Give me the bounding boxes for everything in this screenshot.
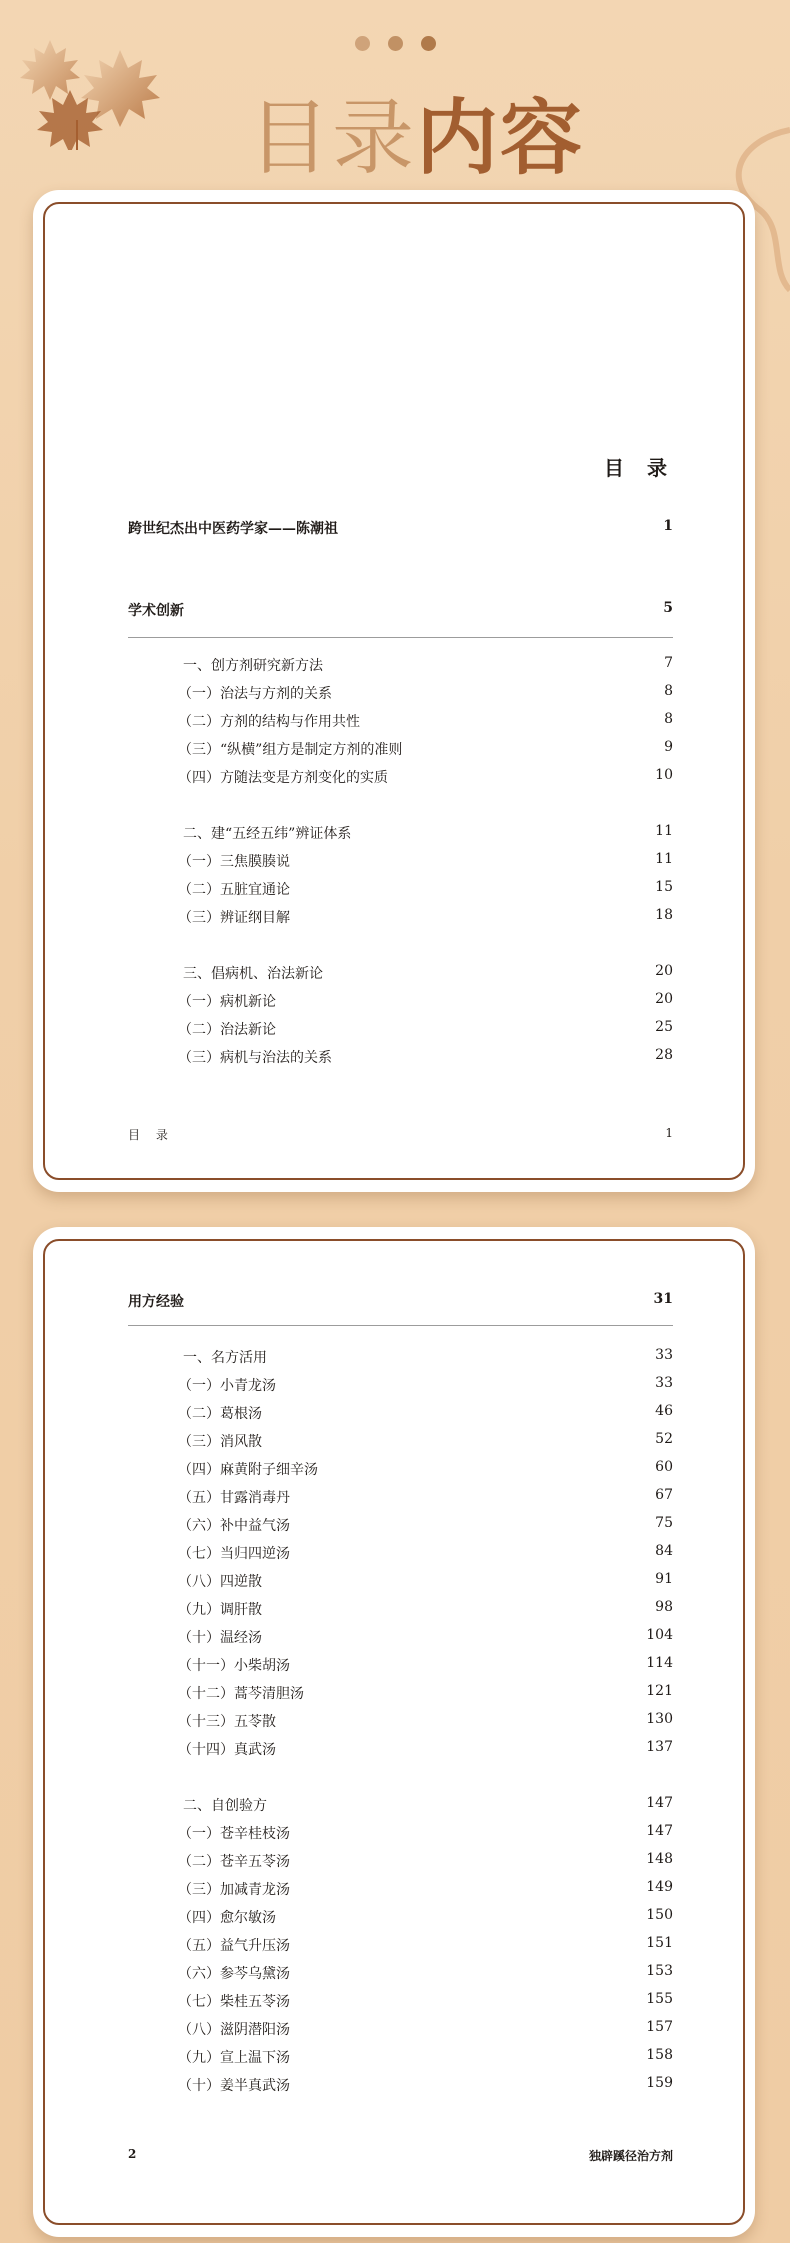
toc-page-1 xyxy=(33,190,755,1192)
toc-entry-page: 75 xyxy=(655,1515,673,1531)
toc-entry-page: 11 xyxy=(655,851,673,867)
toc-entry[interactable] xyxy=(33,1907,755,1927)
toc-entry[interactable] xyxy=(33,879,755,899)
toc-entry-page: 150 xyxy=(646,1907,673,1923)
section-divider xyxy=(128,1325,673,1326)
toc-entry-label: 一、名方活用 xyxy=(183,1350,267,1366)
toc-entry-label: （一）三焦膜腠说 xyxy=(178,854,290,870)
toc-entry[interactable] xyxy=(33,991,755,1011)
toc-entry[interactable] xyxy=(33,1599,755,1619)
toc-entry[interactable] xyxy=(33,1347,755,1367)
toc-entry-label: （十二）蒿芩清胆汤 xyxy=(178,1686,304,1702)
page-footer-left: 目 录 xyxy=(128,1128,174,1142)
toc-entry-label: （四）方随法变是方剂变化的实质 xyxy=(178,770,388,786)
toc-entry-page: 33 xyxy=(655,1375,673,1391)
toc-entry-label: 学术创新 xyxy=(128,603,184,619)
toc-entry[interactable] xyxy=(33,2075,755,2095)
toc-entry-page: 147 xyxy=(646,1795,673,1811)
toc-entry[interactable] xyxy=(33,1543,755,1563)
toc-entry-page: 52 xyxy=(655,1431,673,1447)
toc-entry[interactable] xyxy=(33,2047,755,2067)
toc-entry[interactable] xyxy=(33,711,755,731)
toc-entry[interactable] xyxy=(33,1739,755,1759)
toc-entry-page: 8 xyxy=(664,711,673,727)
toc-entry-page: 1 xyxy=(663,518,673,534)
toc-entry[interactable] xyxy=(33,1935,755,1955)
toc-entry-label: （三）消风散 xyxy=(178,1434,262,1450)
toc-entry-label: （七）当归四逆汤 xyxy=(178,1546,290,1562)
toc-entry-page: 46 xyxy=(655,1403,673,1419)
toc-entry[interactable] xyxy=(33,1487,755,1507)
toc-entry-label: （三）“纵横”组方是制定方剂的准则 xyxy=(178,742,403,758)
toc-entry-page: 84 xyxy=(655,1543,673,1559)
toc-entry-page: 121 xyxy=(646,1683,673,1699)
toc-entry-label: （二）方剂的结构与作用共性 xyxy=(178,714,360,730)
toc-entry[interactable] xyxy=(33,963,755,983)
toc-entry[interactable] xyxy=(33,1823,755,1843)
toc-entry[interactable] xyxy=(33,1291,755,1311)
toc-entry[interactable] xyxy=(33,1375,755,1395)
banner-title xyxy=(248,73,584,190)
toc-page-2 xyxy=(33,1227,755,2237)
toc-entry-page: 153 xyxy=(646,1963,673,1979)
toc-entry-page: 104 xyxy=(646,1627,673,1643)
toc-entry-label: （七）柴桂五苓汤 xyxy=(178,1994,290,2010)
toc-entry-label: （六）补中益气汤 xyxy=(178,1518,290,1534)
toc-entry[interactable] xyxy=(33,739,755,759)
page-footer-right: 独辟蹊径治方剂 xyxy=(588,2149,673,2163)
toc-entry-page: 114 xyxy=(646,1655,673,1671)
section-divider xyxy=(128,637,673,638)
toc-entry-page: 5 xyxy=(663,600,673,616)
toc-entry-page: 31 xyxy=(653,1291,673,1307)
toc-entry-page: 11 xyxy=(655,823,673,839)
toc-entry[interactable] xyxy=(33,1019,755,1039)
toc-entry-label: （三）加减青龙汤 xyxy=(178,1882,290,1898)
toc-entry-label: 二、建“五经五纬”辨证体系 xyxy=(183,826,352,842)
toc-entry-label: （三）病机与治法的关系 xyxy=(178,1050,332,1066)
toc-entry-page: 8 xyxy=(664,683,673,699)
toc-entry-label: （十三）五苓散 xyxy=(178,1714,276,1730)
toc-entry-page: 159 xyxy=(646,2075,673,2091)
toc-entry-label: 三、倡病机、治法新论 xyxy=(183,966,323,982)
banner-title-thin: 目录 xyxy=(248,91,417,186)
toc-entry-page: 130 xyxy=(646,1711,673,1727)
toc-entry-label: （八）滋阴潜阳汤 xyxy=(178,2022,290,2038)
toc-entry[interactable] xyxy=(33,1627,755,1647)
toc-entry-label: （八）四逆散 xyxy=(178,1574,262,1590)
toc-entry-label: （九）调肝散 xyxy=(178,1602,262,1618)
toc-entry[interactable] xyxy=(33,1879,755,1899)
toc-entry-page: 91 xyxy=(655,1571,673,1587)
toc-entry[interactable] xyxy=(33,1571,755,1591)
toc-entry-label: （一）苍辛桂枝汤 xyxy=(178,1826,290,1842)
toc-entry-label: 一、创方剂研究新方法 xyxy=(183,658,323,674)
toc-entry[interactable] xyxy=(33,1711,755,1731)
toc-entry-label: （十一）小柴胡汤 xyxy=(178,1658,290,1674)
toc-entry-label: （十）温经汤 xyxy=(178,1630,262,1646)
toc-entry-label: 用方经验 xyxy=(128,1294,184,1310)
toc-entry-page: 67 xyxy=(655,1487,673,1503)
toc-entry[interactable] xyxy=(33,823,755,843)
toc-entry-label: （六）参芩乌黛汤 xyxy=(178,1966,290,1982)
toc-entry-label: （四）愈尔敏汤 xyxy=(178,1910,276,1926)
page-footer-left: 2 xyxy=(128,2147,137,2161)
toc-entry-label: 二、自创验方 xyxy=(183,1798,267,1814)
toc-entry-page: 25 xyxy=(655,1019,673,1035)
toc-entry-page: 147 xyxy=(646,1823,673,1839)
toc-entry-page: 98 xyxy=(655,1599,673,1615)
toc-entry-page: 15 xyxy=(655,879,673,895)
toc-entry-page: 137 xyxy=(646,1739,673,1755)
toc-entry-label: 跨世纪杰出中医药学家——陈潮祖 xyxy=(128,521,338,537)
toc-entry[interactable] xyxy=(33,1851,755,1871)
toc-entry[interactable] xyxy=(33,1963,755,1983)
toc-entry[interactable] xyxy=(33,683,755,703)
toc-entry[interactable] xyxy=(33,1047,755,1067)
toc-entry[interactable] xyxy=(33,1795,755,1815)
decorative-dots xyxy=(350,36,450,56)
toc-entry-page: 158 xyxy=(646,2047,673,2063)
toc-entry[interactable] xyxy=(33,1683,755,1703)
toc-entry[interactable] xyxy=(33,1991,755,2011)
toc-entry[interactable] xyxy=(33,655,755,675)
toc-entry[interactable] xyxy=(33,1403,755,1423)
toc-entry-page: 18 xyxy=(655,907,673,923)
toc-entry-label: （五）益气升压汤 xyxy=(178,1938,290,1954)
toc-entry-label: （二）葛根汤 xyxy=(178,1406,262,1422)
toc-entry[interactable] xyxy=(33,600,755,620)
page-footer-right: 1 xyxy=(665,1126,673,1140)
toc-entry-label: （十四）真武汤 xyxy=(178,1742,276,1758)
toc-entry-page: 33 xyxy=(655,1347,673,1363)
toc-entry-label: （二）治法新论 xyxy=(178,1022,276,1038)
toc-entry[interactable] xyxy=(33,907,755,927)
toc-entry-page: 10 xyxy=(655,767,673,783)
toc-entry-label: （九）宣上温下汤 xyxy=(178,2050,290,2066)
toc-entry-label: （二）苍辛五苓汤 xyxy=(178,1854,290,1870)
toc-entry-page: 9 xyxy=(664,739,673,755)
toc-entry-label: （四）麻黄附子细辛汤 xyxy=(178,1462,318,1478)
toc-entry-page: 20 xyxy=(655,963,673,979)
toc-entry-page: 151 xyxy=(646,1935,673,1951)
toc-entry[interactable] xyxy=(33,851,755,871)
toc-entry-label: （一）治法与方剂的关系 xyxy=(178,686,332,702)
toc-entry[interactable] xyxy=(33,767,755,787)
toc-entry-page: 20 xyxy=(655,991,673,1007)
toc-heading: 目 录 xyxy=(604,456,675,480)
toc-entry-page: 148 xyxy=(646,1851,673,1867)
toc-entry[interactable] xyxy=(33,1655,755,1675)
toc-entry[interactable] xyxy=(33,2019,755,2039)
toc-entry-page: 155 xyxy=(646,1991,673,2007)
toc-entry-page: 157 xyxy=(646,2019,673,2035)
toc-entry-label: （一）病机新论 xyxy=(178,994,276,1010)
banner-title-bold: 内容 xyxy=(416,91,585,186)
toc-entry[interactable] xyxy=(33,1431,755,1451)
toc-entry[interactable] xyxy=(33,518,755,538)
toc-entry-label: （一）小青龙汤 xyxy=(178,1378,276,1394)
toc-entry-label: （十）姜半真武汤 xyxy=(178,2078,290,2094)
toc-entry-page: 28 xyxy=(655,1047,673,1063)
toc-entry-label: （五）甘露消毒丹 xyxy=(178,1490,290,1506)
toc-entry-page: 7 xyxy=(664,655,673,671)
maple-leaf-decoration xyxy=(10,20,180,150)
toc-entry[interactable] xyxy=(33,1459,755,1479)
toc-entry-label: （二）五脏宜通论 xyxy=(178,882,290,898)
toc-entry-page: 60 xyxy=(655,1459,673,1475)
toc-entry-page: 149 xyxy=(646,1879,673,1895)
toc-entry-label: （三）辨证纲目解 xyxy=(178,910,290,926)
toc-entry[interactable] xyxy=(33,1515,755,1535)
